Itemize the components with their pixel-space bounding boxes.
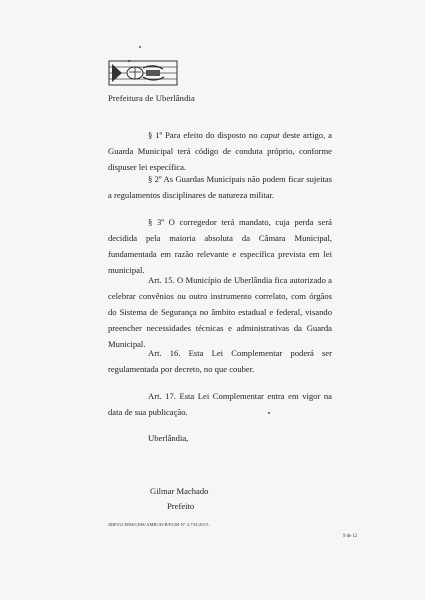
paragraph-art16-text: Art. 16. Esta Lei Complementar poderá ser regulamentada por decreto, no que couber. [108,348,332,374]
paragraph-p2 [108,171,332,203]
paragraph-p3 [108,214,332,278]
paragraph-art16 [108,345,332,377]
paragraph-p1 [108,127,332,175]
brasao-flag-icon [108,60,178,86]
page-number: 9 de 12 [343,534,358,539]
paragraph-art15 [108,272,332,352]
paragraph-p1-lead: § 1º Para efeito do disposto no [148,130,261,140]
signer-role: Prefeito [167,501,195,511]
reference-code: JMP/GCMM/GMS/AMB/AVR/PGM Nº 4.733/2015. [108,522,210,527]
scan-speck [139,46,141,48]
paragraph-p2-text: § 2º As Guardas Municipais não podem ficar sujeitas a regulamentos disciplinares de natureza militar. [108,174,332,200]
paragraph-p3-text: § 3º O corregedor terá mandato, cuja perda será decidida pela maioria absoluta da Câmara Municipal, fundamentada em razão relevante e específica prevista em lei municipal. [108,217,332,275]
paragraph-p1-rest: deste artigo, a Guarda Municipal terá código de conduta próprio, conforme dispuser lei específica. [108,130,332,172]
municipality-name: Prefeitura de Uberlândia [108,93,195,103]
paragraph-place [108,430,332,446]
place-text: Uberlândia, [148,433,189,443]
caput-term: caput [260,130,280,140]
paragraph-art17-text: Art. 17. Esta Lei Complementar entra em vigor na data de sua publicação. [108,391,332,417]
paragraph-art15-text: Art. 15. O Município de Uberlândia fica autorizado a celebrar convênios ou outro instrumento correlato, com órgãos do Sistema de Segurança no âmbito estadual e federal, visando preencher necessidades técnicas e administrativas da Guarda Municipal. [108,275,332,349]
paragraph-art17 [108,388,332,420]
scan-speck [268,412,270,414]
signer-name: Gilmar Machado [150,486,209,496]
